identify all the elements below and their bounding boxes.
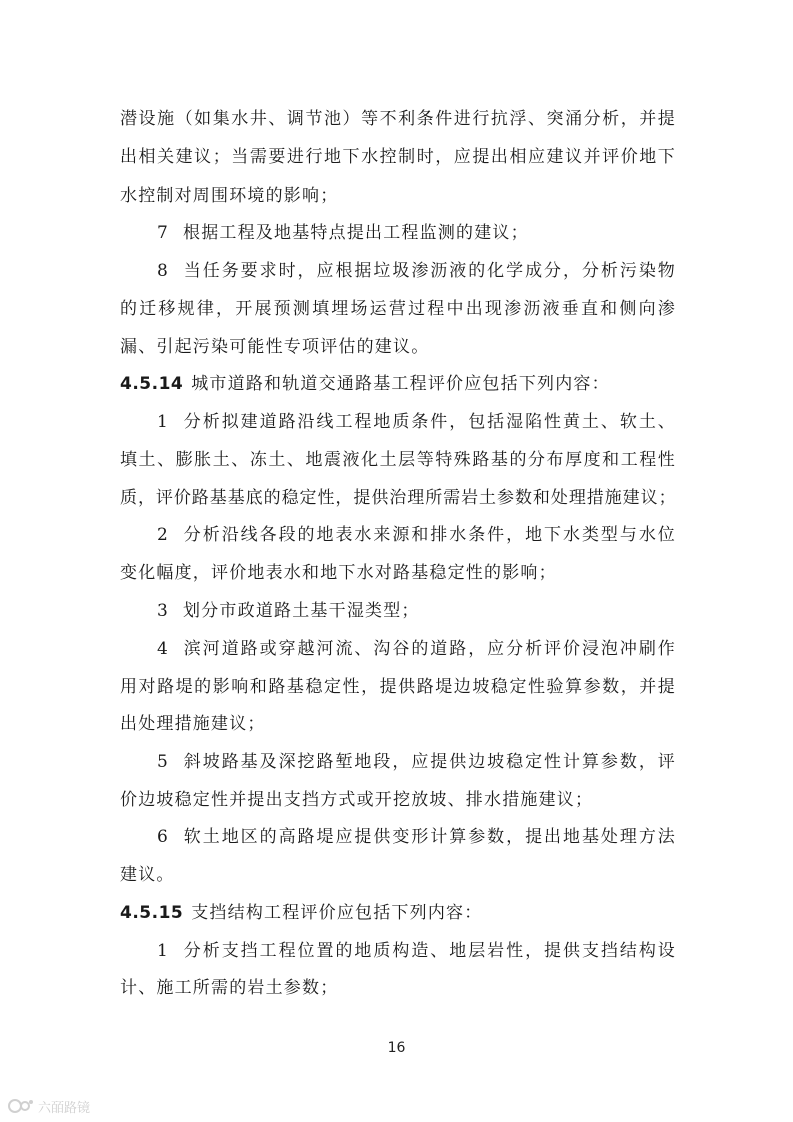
text-line: 出相关建议；当需要进行地下水控制时，应提出相应建议并评价地下 (120, 147, 676, 167)
item-number: 5 (157, 752, 170, 772)
watermark-text: 六皕路镜 (38, 1100, 91, 1116)
text-line: 漏、引起污染可能性专项评估的建议。 (120, 337, 430, 357)
watermark (8, 1096, 90, 1116)
text-line: 出处理措施建议； (120, 714, 266, 734)
text-line: 用对路堤的影响和路基稳定性，提供路堤边坡稳定性验算参数，并提 (120, 677, 676, 697)
item-number: 4 (157, 639, 170, 659)
section-heading-4-5-14: 4.5.14 城市道路和轨道交通路基工程评价应包括下列内容： (120, 374, 610, 394)
section-number: 4.5.14 (120, 374, 184, 394)
text-line: 填土、膨胀土、冻土、地震液化土层等特殊路基的分布厚度和工程性 (120, 450, 676, 470)
page-number: 16 (387, 1040, 406, 1056)
item-number: 6 (157, 827, 170, 847)
text-line: 价边坡稳定性并提出支挡方式或开挖放坡、排水措施建议； (120, 790, 594, 810)
item-number: 7 (157, 223, 170, 243)
watermark-logo-icon (8, 1097, 34, 1115)
section-heading-4-5-15: 4.5.15 支挡结构工程评价应包括下列内容： (120, 903, 483, 923)
text-line: 变化幅度，评价地表水和地下水对路基稳定性的影响； (120, 563, 557, 583)
list-item-7: 7 根据工程及地基特点提出工程监测的建议； (157, 223, 529, 243)
list-item-8: 8 当任务要求时，应根据垃圾渗沥液的化学成分，分析污染物 (157, 261, 676, 281)
text-line: 潜设施（如集水井、调节池）等不利条件进行抗浮、突涌分析，并提 (120, 109, 676, 129)
text-line: 计、施工所需的岩土参数； (120, 978, 339, 998)
list-item-1: 1 分析支挡工程位置的地质构造、地层岩性，提供支挡结构设 (157, 941, 676, 961)
list-item-6: 6 软土地区的高路堤应提供变形计算参数，提出地基处理方法 (157, 827, 676, 847)
list-item-4: 4 滨河道路或穿越河流、沟谷的道路，应分析评价浸泡冲刷作 (157, 639, 676, 659)
list-item-5: 5 斜坡路基及深挖路堑地段，应提供边坡稳定性计算参数，评 (157, 752, 676, 772)
item-number: 1 (157, 941, 170, 961)
item-number: 3 (157, 601, 170, 621)
item-number: 2 (157, 525, 170, 545)
list-item-1: 1 分析拟建道路沿线工程地质条件，包括湿陷性黄土、软土、 (157, 412, 676, 432)
item-number: 8 (157, 261, 170, 281)
list-item-2: 2 分析沿线各段的地表水来源和排水条件，地下水类型与水位 (157, 525, 676, 545)
text-line: 质，评价路基基底的稳定性，提供治理所需岩土参数和处理措施建议； (120, 488, 676, 508)
text-line: 水控制对周围环境的影响； (120, 186, 339, 206)
text-line: 建议。 (120, 865, 175, 885)
item-number: 1 (157, 412, 170, 432)
section-number: 4.5.15 (120, 903, 184, 923)
text-line: 的迁移规律，开展预测填埋场运营过程中出现渗沥液垂直和侧向渗 (120, 299, 676, 319)
list-item-3: 3 划分市政道路土基干湿类型； (157, 601, 420, 621)
